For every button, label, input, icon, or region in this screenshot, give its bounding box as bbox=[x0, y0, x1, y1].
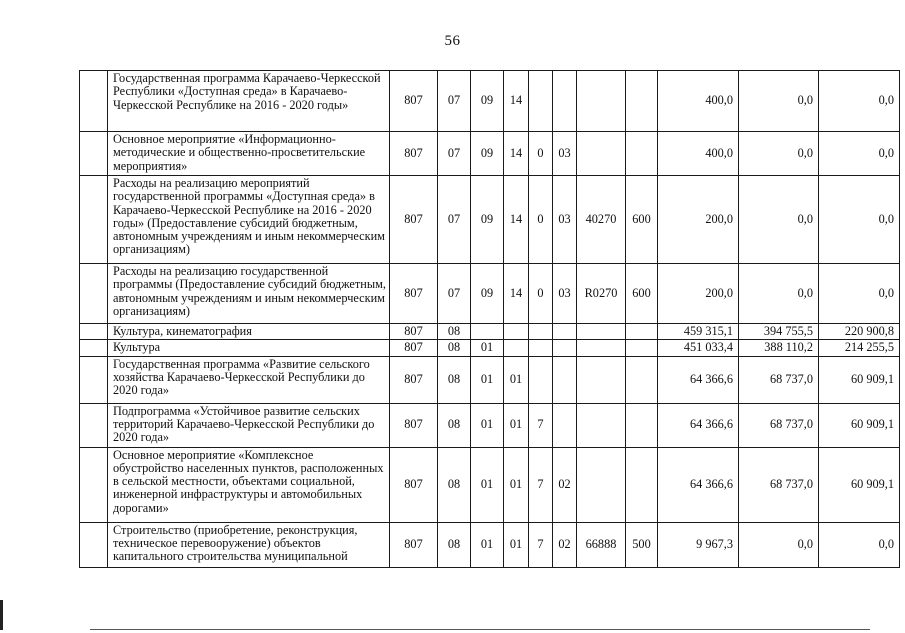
code-subsection-cell: 01 bbox=[471, 403, 504, 447]
page-number: 56 bbox=[444, 33, 461, 49]
row-name-cell: Основное мероприятие «Информационно-методические и общественно-просветительские мероприятия» bbox=[108, 132, 390, 176]
code-section-cell: 08 bbox=[438, 356, 471, 403]
code-target-cell: 66888 bbox=[577, 522, 626, 567]
code-subsection-cell: 01 bbox=[471, 522, 504, 567]
code-program-cell bbox=[504, 340, 529, 356]
code-program-cell: 01 bbox=[504, 356, 529, 403]
row-spacer-cell bbox=[80, 447, 108, 522]
amount-2020-cell: 0,0 bbox=[819, 522, 900, 567]
table-row bbox=[80, 324, 900, 340]
code-section-cell: 08 bbox=[438, 447, 471, 522]
code-section-cell: 08 bbox=[438, 324, 471, 340]
budget-table bbox=[79, 70, 900, 568]
code-subprogram-cell bbox=[529, 71, 553, 132]
code-expense-type-cell bbox=[626, 356, 658, 403]
code-program-cell: 14 bbox=[504, 71, 529, 132]
code-admin-cell: 807 bbox=[390, 340, 438, 356]
code-section-cell: 08 bbox=[438, 522, 471, 567]
row-spacer-cell bbox=[80, 522, 108, 567]
amount-2020-cell: 220 900,8 bbox=[819, 324, 900, 340]
table-row bbox=[80, 403, 900, 447]
amount-2019-cell: 0,0 bbox=[739, 522, 819, 567]
code-subprogram-cell bbox=[529, 324, 553, 340]
row-name-cell: Культура, кинематография bbox=[108, 324, 390, 340]
amount-2020-cell: 60 909,1 bbox=[819, 447, 900, 522]
code-direction-cell: 02 bbox=[553, 522, 577, 567]
code-expense-type-cell: 500 bbox=[626, 522, 658, 567]
amount-2018-cell: 451 033,4 bbox=[658, 340, 739, 356]
code-expense-type-cell bbox=[626, 340, 658, 356]
code-program-cell bbox=[504, 324, 529, 340]
scan-edge-mark bbox=[0, 600, 3, 630]
code-direction-cell bbox=[553, 71, 577, 132]
code-subsection-cell bbox=[471, 324, 504, 340]
code-target-cell bbox=[577, 324, 626, 340]
code-target-cell bbox=[577, 403, 626, 447]
code-section-cell: 08 bbox=[438, 340, 471, 356]
row-spacer-cell bbox=[80, 324, 108, 340]
code-direction-cell: 02 bbox=[553, 447, 577, 522]
table-row bbox=[80, 340, 900, 356]
table-row bbox=[80, 264, 900, 324]
code-target-cell bbox=[577, 447, 626, 522]
amount-2018-cell: 459 315,1 bbox=[658, 324, 739, 340]
amount-2018-cell: 400,0 bbox=[658, 132, 739, 176]
code-section-cell: 07 bbox=[438, 264, 471, 324]
code-subprogram-cell: 0 bbox=[529, 264, 553, 324]
code-admin-cell: 807 bbox=[390, 264, 438, 324]
amount-2020-cell: 0,0 bbox=[819, 71, 900, 132]
code-direction-cell bbox=[553, 340, 577, 356]
code-subprogram-cell bbox=[529, 356, 553, 403]
code-admin-cell: 807 bbox=[390, 403, 438, 447]
row-name-cell: Государственная программа «Развитие сельского хозяйства Карачаево-Черкесской Республики до 2020 года» bbox=[108, 356, 390, 403]
amount-2019-cell: 68 737,0 bbox=[739, 403, 819, 447]
code-subsection-cell: 09 bbox=[471, 71, 504, 132]
code-subprogram-cell: 7 bbox=[529, 522, 553, 567]
code-subprogram-cell: 7 bbox=[529, 447, 553, 522]
amount-2019-cell: 0,0 bbox=[739, 176, 819, 264]
table-row bbox=[80, 176, 900, 264]
code-subprogram-cell: 7 bbox=[529, 403, 553, 447]
code-direction-cell: 03 bbox=[553, 176, 577, 264]
code-program-cell: 01 bbox=[504, 447, 529, 522]
row-spacer-cell bbox=[80, 403, 108, 447]
amount-2018-cell: 9 967,3 bbox=[658, 522, 739, 567]
code-subsection-cell: 01 bbox=[471, 340, 504, 356]
code-target-cell: 40270 bbox=[577, 176, 626, 264]
code-expense-type-cell bbox=[626, 132, 658, 176]
bottom-rule bbox=[90, 629, 870, 630]
amount-2018-cell: 64 366,6 bbox=[658, 356, 739, 403]
amount-2018-cell: 64 366,6 bbox=[658, 403, 739, 447]
amount-2020-cell: 0,0 bbox=[819, 132, 900, 176]
code-program-cell: 01 bbox=[504, 522, 529, 567]
code-expense-type-cell bbox=[626, 447, 658, 522]
code-subsection-cell: 01 bbox=[471, 447, 504, 522]
row-spacer-cell bbox=[80, 71, 108, 132]
table-row bbox=[80, 71, 900, 132]
code-subsection-cell: 09 bbox=[471, 264, 504, 324]
code-subprogram-cell: 0 bbox=[529, 176, 553, 264]
code-program-cell: 14 bbox=[504, 264, 529, 324]
row-name-cell: Строительство (приобретение, реконструкция, техническое перевооружение) объектов капитального строительства муниципальной bbox=[108, 522, 390, 567]
code-expense-type-cell bbox=[626, 324, 658, 340]
amount-2018-cell: 400,0 bbox=[658, 71, 739, 132]
code-program-cell: 14 bbox=[504, 176, 529, 264]
amount-2020-cell: 60 909,1 bbox=[819, 356, 900, 403]
row-name-cell: Основное мероприятие «Комплексное обустройство населенных пунктов, расположенных в сельской местности, объектами социальной, инженерной инфраструктуры и автомобильных дорогами» bbox=[108, 447, 390, 522]
row-name-cell: Культура bbox=[108, 340, 390, 356]
code-direction-cell bbox=[553, 356, 577, 403]
amount-2018-cell: 64 366,6 bbox=[658, 447, 739, 522]
amount-2019-cell: 388 110,2 bbox=[739, 340, 819, 356]
code-subsection-cell: 01 bbox=[471, 356, 504, 403]
code-section-cell: 08 bbox=[438, 403, 471, 447]
code-program-cell: 14 bbox=[504, 132, 529, 176]
amount-2020-cell: 0,0 bbox=[819, 264, 900, 324]
code-target-cell bbox=[577, 71, 626, 132]
amount-2018-cell: 200,0 bbox=[658, 176, 739, 264]
code-section-cell: 07 bbox=[438, 132, 471, 176]
amount-2019-cell: 68 737,0 bbox=[739, 356, 819, 403]
code-admin-cell: 807 bbox=[390, 176, 438, 264]
code-direction-cell: 03 bbox=[553, 264, 577, 324]
code-admin-cell: 807 bbox=[390, 447, 438, 522]
code-section-cell: 07 bbox=[438, 176, 471, 264]
code-target-cell bbox=[577, 340, 626, 356]
amount-2019-cell: 0,0 bbox=[739, 264, 819, 324]
row-spacer-cell bbox=[80, 340, 108, 356]
code-subprogram-cell: 0 bbox=[529, 132, 553, 176]
amount-2019-cell: 68 737,0 bbox=[739, 447, 819, 522]
code-direction-cell bbox=[553, 403, 577, 447]
amount-2018-cell: 200,0 bbox=[658, 264, 739, 324]
amount-2019-cell: 394 755,5 bbox=[739, 324, 819, 340]
table-row bbox=[80, 522, 900, 567]
amount-2020-cell: 214 255,5 bbox=[819, 340, 900, 356]
amount-2019-cell: 0,0 bbox=[739, 71, 819, 132]
amount-2020-cell: 60 909,1 bbox=[819, 403, 900, 447]
row-name-cell: Подпрограмма «Устойчивое развитие сельских территорий Карачаево-Черкесской Республики до 2020 года» bbox=[108, 403, 390, 447]
code-direction-cell: 03 bbox=[553, 132, 577, 176]
code-subsection-cell: 09 bbox=[471, 132, 504, 176]
code-target-cell bbox=[577, 356, 626, 403]
code-program-cell: 01 bbox=[504, 403, 529, 447]
code-admin-cell: 807 bbox=[390, 356, 438, 403]
code-subsection-cell: 09 bbox=[471, 176, 504, 264]
table-row bbox=[80, 447, 900, 522]
row-spacer-cell bbox=[80, 176, 108, 264]
code-section-cell: 07 bbox=[438, 71, 471, 132]
code-target-cell bbox=[577, 132, 626, 176]
code-expense-type-cell bbox=[626, 403, 658, 447]
code-target-cell: R0270 bbox=[577, 264, 626, 324]
row-spacer-cell bbox=[80, 132, 108, 176]
row-name-cell: Государственная программа Карачаево-Черкесской Республики «Доступная среда» в Карачаево-Черкесской Республике на 2016 - 2020 годы» bbox=[108, 71, 390, 132]
row-spacer-cell bbox=[80, 264, 108, 324]
code-expense-type-cell: 600 bbox=[626, 264, 658, 324]
code-direction-cell bbox=[553, 324, 577, 340]
code-expense-type-cell bbox=[626, 71, 658, 132]
amount-2020-cell: 0,0 bbox=[819, 176, 900, 264]
table-row bbox=[80, 132, 900, 176]
code-expense-type-cell: 600 bbox=[626, 176, 658, 264]
table-row bbox=[80, 356, 900, 403]
code-admin-cell: 807 bbox=[390, 71, 438, 132]
row-spacer-cell bbox=[80, 356, 108, 403]
code-admin-cell: 807 bbox=[390, 132, 438, 176]
amount-2019-cell: 0,0 bbox=[739, 132, 819, 176]
code-admin-cell: 807 bbox=[390, 324, 438, 340]
code-subprogram-cell bbox=[529, 340, 553, 356]
row-name-cell: Расходы на реализацию государственной программы (Предоставление субсидий бюджетным, автономным учреждениям и иным некоммерческим организациям) bbox=[108, 264, 390, 324]
row-name-cell: Расходы на реализацию мероприятий государственной программы «Доступная среда» в Карачаево-Черкесской Республике на 2016 - 2020 годы» (Предоставление субсидий бюджетным, автономным учреждениям и иным некоммерческим организациям) bbox=[108, 176, 390, 264]
code-admin-cell: 807 bbox=[390, 522, 438, 567]
